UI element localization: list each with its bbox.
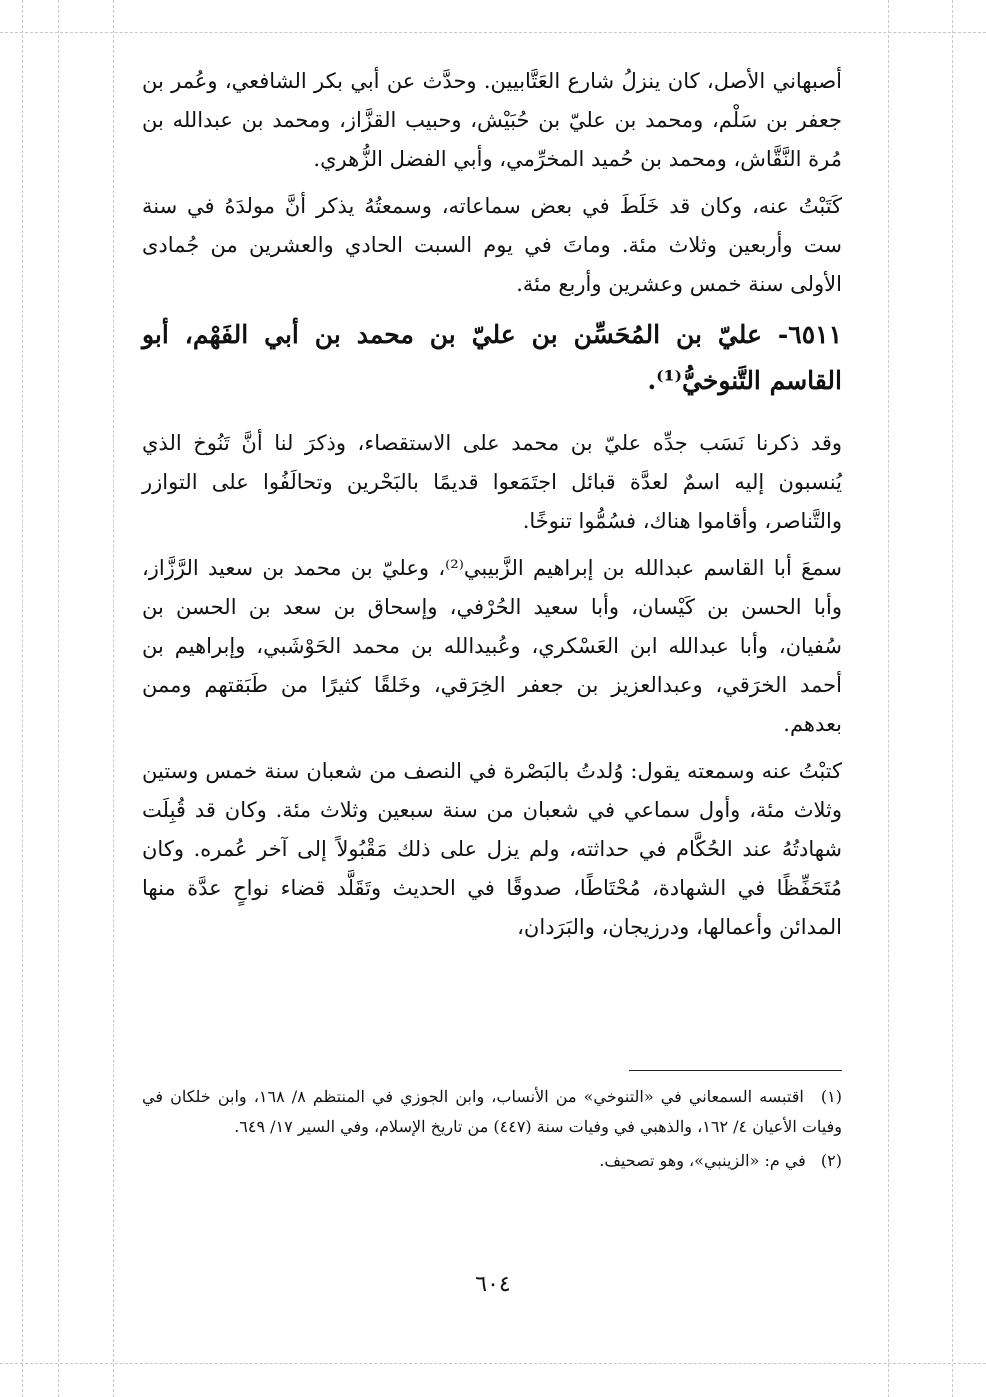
page-number: ٦٠٤ <box>475 1272 511 1297</box>
footnote-number: (٢) <box>820 1151 842 1170</box>
paragraph-lineage: وقد ذكرنا نَسَب جدِّه عليّ بن محمد على الاستقصاء، وذكرَ لنا أنَّ تَنُوخ الذي يُنسبون إليه اسمٌ لعدَّة قبائل اجتَمَعوا قديمًا بالبَحْرين وتحالَفُوا على التوازر والتَّناصر، وأقاموا هناك، فسُمُّوا تنوخًا. <box>142 431 842 533</box>
footnote <box>142 1146 842 1176</box>
footnote-number: (١) <box>820 1087 842 1106</box>
paragraph-teachers: سمعَ أبا القاسم عبدالله بن إبراهيم الزَّبيبي⁽²⁾، وعليّ بن محمد بن سعيد الرَّزَّاز، وأبا الحسن بن كَيْسان، وأبا سعيد الحُرْفي، وإسحاق بن سعد بن الحسن بن سُفيان، وأبا عبدالله ابن العَسْكري، وعُبيدالله بن محمد الحَوْشَبي، وإبراهيم بن أحمد الخرَقي، وعبدالعزيز بن جعفر الخِرَقي، وخَلقًا كثيرًا من طَبَقتهم وممن بعدهم. <box>142 556 842 736</box>
paragraph-biography-continued: أصبهاني الأصل، كان ينزلُ شارع العَتَّابيين. وحدَّث عن أبي بكر الشافعي، وعُمر بن جعفر بن سَلْم، ومحمد بن عليّ بن حُبَيْش، وحبيب القزَّاز، ومحمد بن عبدالله بن مُرة النَّقَّاش، ومحمد بن حُميد المخرِّمي، وأبي الفضل الزُّهري. <box>142 69 842 171</box>
frame-guide-top <box>0 32 986 33</box>
frame-guide-left-margin <box>113 0 114 1397</box>
frame-guide-left-inner <box>58 0 59 1397</box>
paragraph-birth-and-career: كتبْتُ عنه وسمعته يقول: وُلدتُ بالبَصْرة في النصف من شعبان سنة خمس وستين وثلاث مئة، وأول سماعي في شعبان من سنة سبعين وثلاث مئة. وكان قد قُبِلَت شهادتُهُ عند الحُكَّام في حداثته، ولم يزل على ذلك مَقْبُولاً إلى آخر عُمره. وكان مُتَحَفِّظًا في الشهادة، مُحْتَاطًا، صدوقًا في الحديث وتَقَلَّد قضاء نواحٍ عدَّة منها المدائن وأعمالها، ودرزيجان، والبَرَدان، <box>142 759 842 939</box>
frame-guide-left <box>22 0 23 1397</box>
footnote-text: في م: «الزينبي»، وهو تصحيف. <box>599 1151 806 1170</box>
footnote-text: اقتبسه السمعاني في «التنوخي» من الأنساب، وابن الجوزي في المنتظم ٨/ ١٦٨، وابن خلكان في وفيات الأعيان ٤/ ١٦٢، والذهبي في وفيات سنة (٤٤٧) من تاريخ الإسلام، وفي السير ١٧/ ٦٤٩. <box>142 1087 842 1136</box>
frame-guide-right-margin <box>888 0 889 1397</box>
footnote-separator <box>629 1070 842 1071</box>
frame-guide-bottom <box>0 1363 986 1364</box>
footnote <box>142 1082 842 1142</box>
page-body <box>142 62 842 955</box>
frame-guide-right <box>952 0 953 1397</box>
footnotes <box>142 1082 842 1180</box>
entry-heading: ٦٥١١- عليّ بن المُحَسِّن بن عليّ بن محمد بن أبي الفَهْم، أبو القاسم التَّنوخيُّ⁽¹⁾. <box>142 320 842 395</box>
paragraph-death-note: كَتَبْتُ عنه، وكان قد خَلَطَ في بعض سماعاته، وسمعتُهُ يذكر أنَّ مولدَهُ في سنة ست وأربعين وثلاث مئة. وماتَ في يوم السبت الحادي والعشرين من جُمادى الأولى سنة خمس وعشرين وأربع مئة. <box>142 194 842 296</box>
